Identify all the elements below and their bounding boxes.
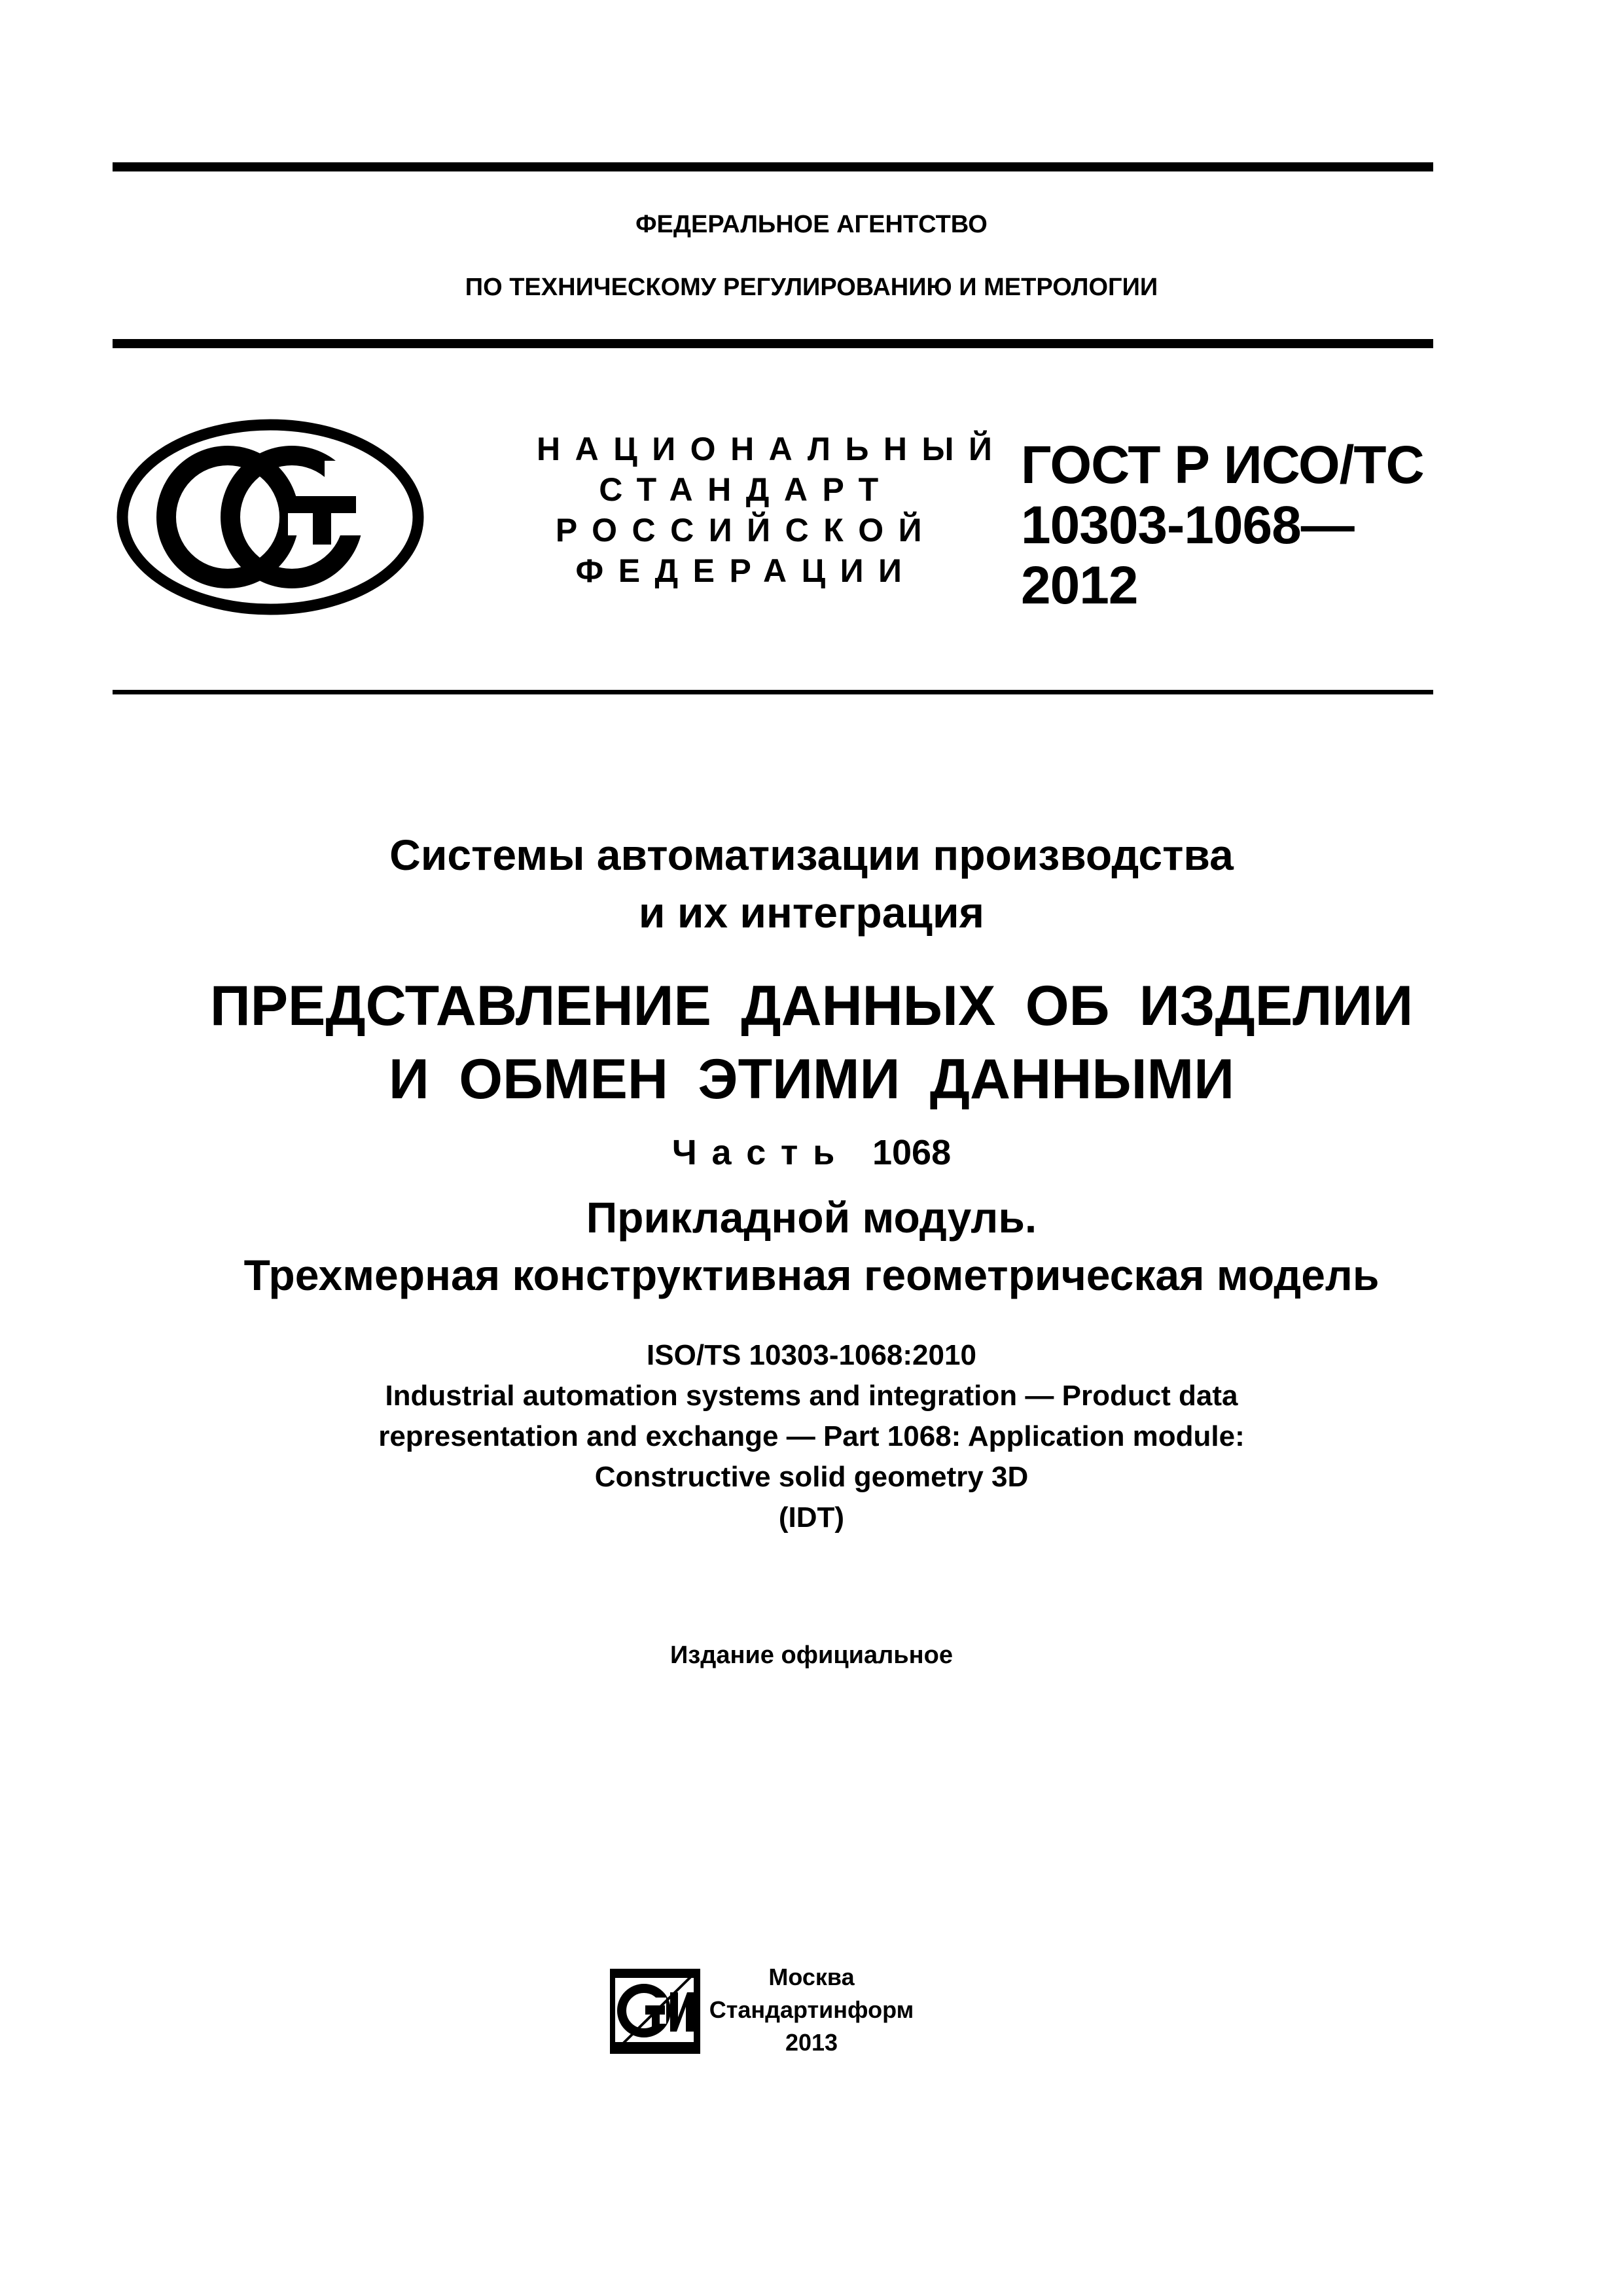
designation-line-3: 2012	[1021, 556, 1138, 615]
agency-line-1: ФЕДЕРАЛЬНОЕ АГЕНТСТВО	[635, 211, 988, 238]
part-label	[0, 1132, 1623, 1173]
subtitle-line-1: Прикладной модуль.	[586, 1193, 1037, 1242]
series-title-line-2: и их интеграция	[638, 888, 985, 937]
standartinform-logo-icon	[610, 1969, 700, 2054]
national-standard-line-1: НАЦИОНАЛЬНЫЙ	[537, 431, 1007, 467]
publisher-block	[602, 1949, 955, 2080]
edition-label: Издание официальное	[670, 1641, 953, 1669]
standard-designation	[1021, 435, 1424, 616]
publisher-year: 2013	[785, 2029, 838, 2056]
rst-mark-icon	[116, 419, 424, 615]
designation-line-2: 10303-1068—	[1021, 495, 1354, 555]
iso-line-5: (IDT)	[778, 1501, 845, 1534]
series-title-line-1: Системы автоматизации производства	[389, 831, 1234, 879]
subtitle-line-2: Трехмерная конструктивная геометрическая модель	[243, 1251, 1380, 1299]
iso-line-3: representation and exchange — Part 1068: Application module:	[378, 1420, 1245, 1452]
national-standard-label	[537, 429, 1007, 591]
part-word: Часть	[671, 1133, 849, 1172]
iso-line-4: Constructive solid geometry 3D	[594, 1461, 1029, 1493]
publisher-city: Москва	[768, 1964, 855, 1990]
national-standard-line-4: ФЕДЕРАЦИИ	[575, 552, 917, 589]
national-standard-line-2: СТАНДАРТ	[599, 471, 893, 508]
national-standard-line-3: РОССИЙСКОЙ	[555, 512, 937, 548]
publisher-text	[707, 1961, 916, 2059]
iso-line-1: ISO/TS 10303-1068:2010	[647, 1339, 976, 1371]
main-title-line-1: ПРЕДСТАВЛЕНИЕ ДАННЫХ ОБ ИЗДЕЛИИ	[209, 975, 1414, 1037]
publisher-name: Стандартинформ	[709, 1996, 914, 2023]
middle-rule	[113, 690, 1433, 694]
agency-line-2: ПО ТЕХНИЧЕСКОМУ РЕГУЛИРОВАНИЮ И МЕТРОЛОГИИ	[465, 274, 1158, 301]
designation-line-1: ГОСТ Р ИСО/ТС	[1021, 435, 1424, 495]
iso-line-2: Industrial automation systems and integration — Product data	[385, 1380, 1238, 1412]
part-number: 1068	[872, 1133, 952, 1172]
main-title-line-2: И ОБМЕН ЭТИМИ ДАННЫМИ	[388, 1048, 1234, 1111]
top-rule	[113, 162, 1433, 171]
header-bottom-rule	[113, 339, 1433, 348]
